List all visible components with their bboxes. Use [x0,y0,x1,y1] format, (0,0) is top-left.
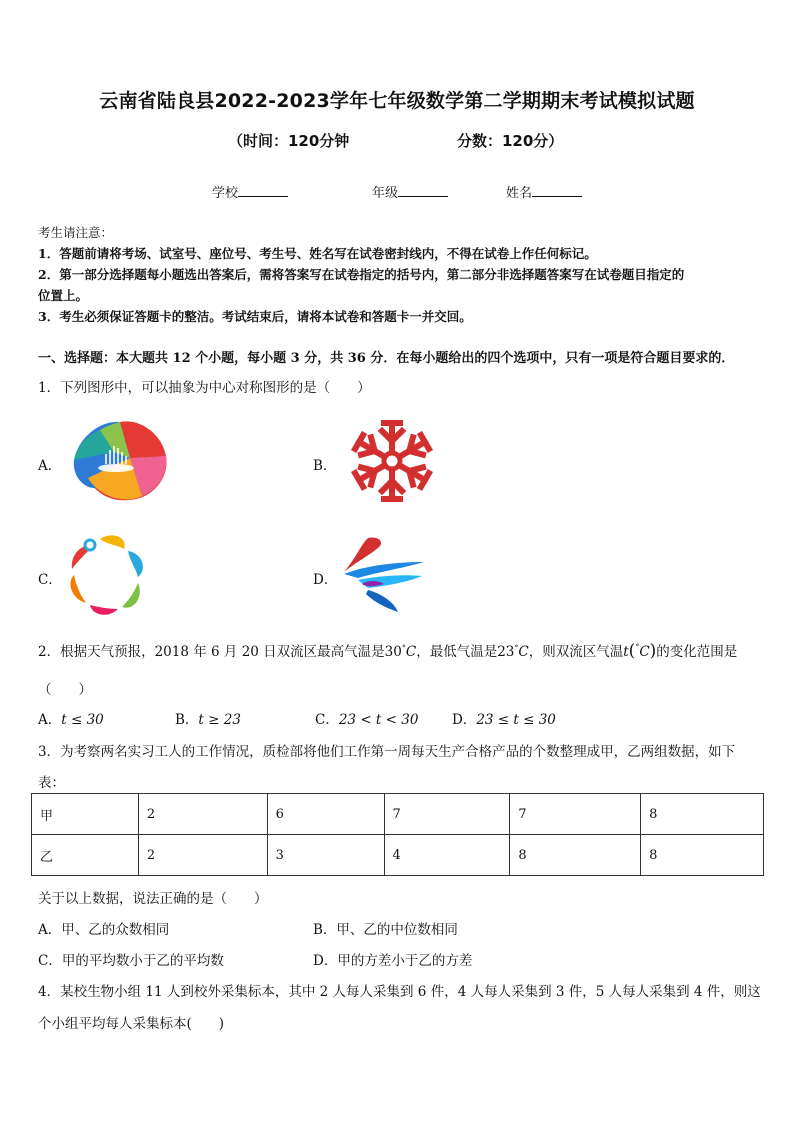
q2-option-a-label: A． [38,712,62,728]
row-header: 乙 [32,835,139,876]
school-label: 学校 [212,186,239,201]
q2-option-b[interactable] [175,708,241,728]
table-row [32,794,764,835]
q3-option-c[interactable]: C．甲的平均数小于乙的平均数 [38,953,224,969]
q2-option-a-expr: t ≤ 30 [61,712,104,728]
q2-low-unit: C [518,644,529,660]
question-3-stem-line2: 表： [38,775,65,791]
section-heading: 一、选择题：本大题共 12 个小题，每小题 3 分，共 36 分．在每小题给出的四个选项中，只有一项是符合题目要求的． [38,351,735,366]
note-line: 1．答题前请将考场、试室号、座位号、考生号、姓名写在试卷密封线内，不得在试卷上作任何标记。 [38,246,597,261]
note-line: 3．考生必须保证答题卡的整洁。考试结束后，请将本试卷和答题卡一并交回。 [38,309,472,324]
q2-option-b-expr: t ≥ 23 [198,712,241,728]
table-cell: 3 [267,835,384,876]
q1-option-c-label[interactable]: C． [38,572,62,588]
table-cell: 8 [641,835,764,876]
q1-option-a-logo-icon [70,418,170,502]
q1-option-d-label[interactable]: D． [313,572,338,588]
q2-option-a[interactable] [38,708,104,728]
q2-low-value: 23 [497,644,515,660]
q2-high-unit: C [405,644,417,660]
question-4-line2: 个小组平均每人采集标本( ) [38,1016,225,1032]
exam-notes [38,222,684,327]
q2-variable: t [623,644,629,660]
name-blank[interactable] [532,184,582,197]
grade-field[interactable] [372,182,448,201]
q1-option-a-label[interactable]: A． [38,458,62,474]
table-cell: 2 [138,835,267,876]
school-field[interactable] [212,182,288,201]
q1-option-b-label[interactable]: B． [313,458,337,474]
question-3-stem-line1: 3．为考察两名实习工人的工作情况，质检部将他们工作第一周每天生产合格产品的个数整理成甲，乙两组数据，如下 [38,744,736,760]
q2-option-d[interactable] [452,708,556,728]
page-title: 云南省陆良县2022-2023学年七年级数学第二学期期末考试模拟试题 [99,90,695,112]
q3-data-table [31,793,764,876]
q2-text-c: ，则双流区气温 [528,644,624,660]
note-line: 考生请注意： [38,225,114,240]
q2-text-b: ，最低气温是 [416,644,498,660]
name-label: 姓名 [506,186,533,201]
row-header: 甲 [32,794,139,835]
q2-text-d: 的变化范围是 [656,644,738,660]
exam-score: 分数：120分） [457,132,564,150]
q2-option-d-label: D． [452,712,477,728]
q2-option-c[interactable] [315,708,418,728]
table-cell: 6 [267,794,384,835]
q2-low-temp: 23°C [497,643,529,660]
table-cell: 2 [138,794,267,835]
q2-answer-paren: （ ） [38,682,92,698]
q2-text-a: 2．根据天气预报，2018 年 6 月 20 日双流区最高气温是 [38,644,385,660]
q2-high-value: 30 [384,644,402,660]
table-cell: 7 [384,794,510,835]
table-cell: 7 [510,794,641,835]
question-1-stem: 1．下列图形中，可以抽象为中心对称图形的是（ ） [38,380,371,396]
q1-option-b-snowflake-icon [344,416,440,506]
q2-option-c-label: C． [315,712,339,728]
exam-time: （时间：120分钟 [228,132,350,150]
q2-paren-unit: C [639,644,650,660]
q2-option-c-expr: 23 < t < 30 [338,712,419,728]
note-line: 2．第一部分选择题每小题选出答案后，需将答案写在试卷指定的括号内，第二部分非选择题答案写在试卷题目指定的 [38,267,685,282]
q3-option-d[interactable]: D．甲的方差小于乙的方差 [313,953,473,969]
q2-option-d-expr: 23 ≤ t ≤ 30 [476,712,556,728]
q3-option-a[interactable]: A．甲、乙的众数相同 [38,922,170,938]
q3-option-b[interactable]: B．甲、乙的中位数相同 [313,922,458,938]
table-cell: 8 [510,835,641,876]
q2-high-temp: 30°C [384,643,417,660]
name-field[interactable] [506,182,582,201]
grade-blank[interactable] [398,184,448,197]
school-blank[interactable] [238,184,288,197]
grade-label: 年级 [372,186,399,201]
table-cell: 4 [384,835,510,876]
note-line: 位置上。 [38,288,89,303]
table-row [32,835,764,876]
q3-question: 关于以上数据，说法正确的是（ ） [38,891,268,907]
q2-option-b-label: B． [175,712,199,728]
q1-option-d-winter-logo-icon [338,532,428,616]
table-cell: 8 [641,794,764,835]
question-2-stem [38,640,737,661]
question-4-line1: 4．某校生物小组 11 人到校外采集标本，其中 2 人每人采集到 6 件，4 人每人采集到 3 件，5 人每人采集到 4 件，则这 [38,984,761,1000]
q1-option-c-ring-logo-icon [62,532,150,618]
q2-unit-paren: (°C) [628,641,657,661]
